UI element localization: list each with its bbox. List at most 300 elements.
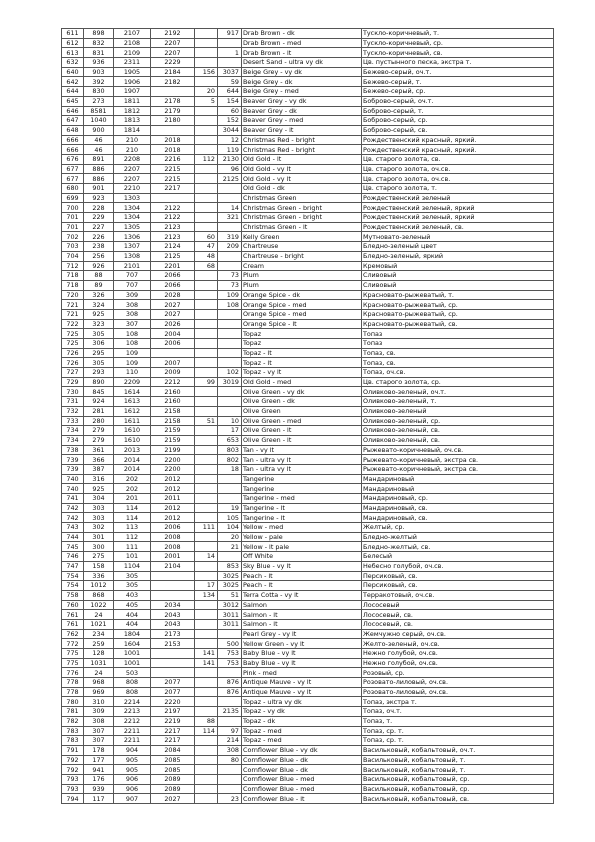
color-name-english-cell: Orange Spice - dk — [242, 290, 362, 300]
anchor-number-cell: 117 — [84, 794, 114, 804]
anchor-number-cell: 279 — [84, 426, 114, 436]
anchor-number-cell: 1012 — [84, 581, 114, 591]
anchor-number-cell: 301 — [84, 532, 114, 542]
table-row — [62, 503, 554, 513]
madeira-number-cell: 904 — [114, 745, 151, 755]
color-name-russian-cell: Бледно-зеленый цвет — [362, 242, 554, 252]
madeira-number-cell: 1104 — [114, 561, 151, 571]
madeira-number-cell: 114 — [114, 503, 151, 513]
gamma-number-cell: 2215 — [151, 164, 195, 174]
extra-number-cell: 108 — [218, 300, 242, 310]
table-row — [62, 125, 554, 135]
extra-number-cell: 653 — [218, 435, 242, 445]
madeira-number-cell: 1001 — [114, 649, 151, 659]
color-name-russian-cell: Красновато-рыжеватый, ср. — [362, 309, 554, 319]
color-name-russian-cell: Топаз, т. — [362, 716, 554, 726]
extra-number-cell — [218, 387, 242, 397]
anchor-number-cell: 1031 — [84, 658, 114, 668]
anchor-number-cell: 845 — [84, 387, 114, 397]
table-row — [62, 474, 554, 484]
anchor-number-cell: 941 — [84, 765, 114, 775]
extra-number-cell: 876 — [218, 678, 242, 688]
gamma-number-cell: 2180 — [151, 116, 195, 126]
color-name-english-cell: Cornflower Blue - dk — [242, 755, 362, 765]
extra-number-cell — [218, 38, 242, 48]
table-row — [62, 242, 554, 252]
other-number-cell — [195, 765, 218, 775]
extra-number-cell: 119 — [218, 145, 242, 155]
table-row — [62, 435, 554, 445]
dmc-number-cell: 781 — [62, 707, 84, 717]
dmc-number-cell: 676 — [62, 154, 84, 164]
extra-number-cell — [218, 339, 242, 349]
gamma-number-cell — [151, 348, 195, 358]
gamma-number-cell: 2027 — [151, 794, 195, 804]
table-row — [62, 184, 554, 194]
madeira-number-cell: 2101 — [114, 261, 151, 271]
extra-number-cell: 3025 — [218, 581, 242, 591]
dmc-number-cell: 718 — [62, 280, 84, 290]
other-number-cell — [195, 387, 218, 397]
anchor-number-cell: 886 — [84, 164, 114, 174]
anchor-number-cell: 387 — [84, 464, 114, 474]
extra-number-cell: 3011 — [218, 610, 242, 620]
gamma-number-cell: 2028 — [151, 290, 195, 300]
other-number-cell — [195, 135, 218, 145]
anchor-number-cell: 256 — [84, 251, 114, 261]
table-row — [62, 426, 554, 436]
gamma-number-cell — [151, 87, 195, 97]
anchor-number-cell: 88 — [84, 271, 114, 281]
madeira-number-cell: 202 — [114, 484, 151, 494]
other-number-cell — [195, 397, 218, 407]
other-number-cell: 5 — [195, 96, 218, 106]
anchor-number-cell: 158 — [84, 561, 114, 571]
table-row — [62, 678, 554, 688]
madeira-number-cell: 305 — [114, 571, 151, 581]
madeira-number-cell: 404 — [114, 619, 151, 629]
gamma-number-cell: 2104 — [151, 561, 195, 571]
extra-number-cell: 97 — [218, 726, 242, 736]
anchor-number-cell: 302 — [84, 523, 114, 533]
anchor-number-cell: 323 — [84, 319, 114, 329]
extra-number-cell: 3025 — [218, 571, 242, 581]
gamma-number-cell: 2066 — [151, 271, 195, 281]
anchor-number-cell: 8581 — [84, 106, 114, 116]
extra-number-cell: 109 — [218, 290, 242, 300]
anchor-number-cell: 128 — [84, 649, 114, 659]
gamma-number-cell: 2084 — [151, 745, 195, 755]
anchor-number-cell: 336 — [84, 571, 114, 581]
dmc-number-cell: 677 — [62, 164, 84, 174]
color-name-english-cell: Beige Grey - dk — [242, 77, 362, 87]
other-number-cell — [195, 319, 218, 329]
color-name-russian-cell: Лососевый, св. — [362, 619, 554, 629]
anchor-number-cell: 925 — [84, 309, 114, 319]
madeira-number-cell: 2211 — [114, 736, 151, 746]
color-name-english-cell: Tan - vy lt — [242, 445, 362, 455]
table-row — [62, 116, 554, 126]
table-row — [62, 416, 554, 426]
color-name-russian-cell: Розовый, ср. — [362, 668, 554, 678]
color-name-russian-cell: Топаз — [362, 329, 554, 339]
color-name-english-cell: Beige Grey - med — [242, 87, 362, 97]
gamma-number-cell: 2004 — [151, 329, 195, 339]
table-row — [62, 794, 554, 804]
other-number-cell — [195, 784, 218, 794]
gamma-number-cell: 2199 — [151, 445, 195, 455]
color-name-russian-cell: Персиковый, св. — [362, 571, 554, 581]
table-row — [62, 629, 554, 639]
other-number-cell — [195, 561, 218, 571]
other-number-cell — [195, 532, 218, 542]
extra-number-cell: 10 — [218, 416, 242, 426]
madeira-number-cell: 101 — [114, 552, 151, 562]
anchor-number-cell: 366 — [84, 455, 114, 465]
table-row — [62, 77, 554, 87]
extra-number-cell: 51 — [218, 590, 242, 600]
anchor-number-cell: 234 — [84, 629, 114, 639]
table-row — [62, 319, 554, 329]
extra-number-cell: 2125 — [218, 174, 242, 184]
dmc-number-cell: 754 — [62, 581, 84, 591]
color-name-russian-cell: Оливково-зеленый, оч.т. — [362, 387, 554, 397]
table-row — [62, 774, 554, 784]
dmc-number-cell: 793 — [62, 774, 84, 784]
other-number-cell — [195, 774, 218, 784]
other-number-cell — [195, 494, 218, 504]
extra-number-cell: 154 — [218, 96, 242, 106]
other-number-cell — [195, 707, 218, 717]
table-row — [62, 765, 554, 775]
color-name-russian-cell: Цв. старого золота, оч.св. — [362, 174, 554, 184]
madeira-number-cell: 1304 — [114, 213, 151, 223]
gamma-number-cell: 2009 — [151, 368, 195, 378]
anchor-number-cell: 886 — [84, 174, 114, 184]
anchor-number-cell: 46 — [84, 145, 114, 155]
dmc-number-cell: 613 — [62, 48, 84, 58]
other-number-cell — [195, 329, 218, 339]
color-name-russian-cell: Терракотовый, оч.св. — [362, 590, 554, 600]
anchor-number-cell: 259 — [84, 639, 114, 649]
color-name-english-cell: Yellow - pale — [242, 532, 362, 542]
gamma-number-cell — [151, 658, 195, 668]
gamma-number-cell: 2124 — [151, 242, 195, 252]
color-name-english-cell: Sky Blue - vy lt — [242, 561, 362, 571]
table-row — [62, 377, 554, 387]
madeira-number-cell: 2211 — [114, 726, 151, 736]
dmc-number-cell: 740 — [62, 484, 84, 494]
extra-number-cell — [218, 222, 242, 232]
gamma-number-cell: 2085 — [151, 765, 195, 775]
color-name-english-cell: Drab Brown - med — [242, 38, 362, 48]
madeira-number-cell: 405 — [114, 600, 151, 610]
madeira-number-cell: 114 — [114, 513, 151, 523]
table-row — [62, 203, 554, 213]
table-row — [62, 494, 554, 504]
gamma-number-cell: 2212 — [151, 377, 195, 387]
color-name-russian-cell: Оливково-зеленый, св. — [362, 426, 554, 436]
table-row — [62, 222, 554, 232]
color-name-russian-cell: Боброво-серый, ср. — [362, 116, 554, 126]
gamma-number-cell: 2184 — [151, 67, 195, 77]
color-name-english-cell: Topaz - vy lt — [242, 368, 362, 378]
other-number-cell — [195, 484, 218, 494]
extra-number-cell: 23 — [218, 794, 242, 804]
extra-number-cell: 802 — [218, 455, 242, 465]
anchor-number-cell: 900 — [84, 125, 114, 135]
gamma-number-cell: 2034 — [151, 600, 195, 610]
color-name-russian-cell: Красновато-рыжеватый, св. — [362, 319, 554, 329]
gamma-number-cell: 2200 — [151, 464, 195, 474]
color-name-english-cell: Tangerine - lt — [242, 503, 362, 513]
gamma-number-cell: 2207 — [151, 48, 195, 58]
dmc-number-cell: 721 — [62, 309, 84, 319]
anchor-number-cell: 1021 — [84, 619, 114, 629]
other-number-cell — [195, 755, 218, 765]
color-name-russian-cell: Мандариновый, ср. — [362, 494, 554, 504]
other-number-cell — [195, 678, 218, 688]
madeira-number-cell: 2207 — [114, 164, 151, 174]
madeira-number-cell: 1307 — [114, 242, 151, 252]
anchor-number-cell: 275 — [84, 552, 114, 562]
anchor-number-cell: 903 — [84, 67, 114, 77]
gamma-number-cell: 2012 — [151, 513, 195, 523]
color-name-english-cell: Cream — [242, 261, 362, 271]
extra-number-cell — [218, 765, 242, 775]
color-name-english-cell: Orange Spice - med — [242, 309, 362, 319]
color-name-english-cell: Old Gold - dk — [242, 184, 362, 194]
color-name-english-cell: Cornflower Blue - vy dk — [242, 745, 362, 755]
color-name-english-cell: Orange Spice - med — [242, 300, 362, 310]
dmc-number-cell: 746 — [62, 552, 84, 562]
gamma-number-cell: 2007 — [151, 358, 195, 368]
color-name-russian-cell: Топаз, св. — [362, 358, 554, 368]
other-number-cell: 88 — [195, 716, 218, 726]
dmc-number-cell: 677 — [62, 174, 84, 184]
madeira-number-cell: 1612 — [114, 406, 151, 416]
color-name-russian-cell: Мутновато-зеленый — [362, 232, 554, 242]
table-row — [62, 232, 554, 242]
table-row — [62, 600, 554, 610]
other-number-cell — [195, 571, 218, 581]
dmc-number-cell: 776 — [62, 668, 84, 678]
anchor-number-cell: 89 — [84, 280, 114, 290]
color-name-english-cell: Salmon - lt — [242, 619, 362, 629]
gamma-number-cell: 2217 — [151, 736, 195, 746]
madeira-number-cell: 808 — [114, 678, 151, 688]
other-number-cell — [195, 445, 218, 455]
color-name-russian-cell: Рождественский красный, яркий. — [362, 135, 554, 145]
color-name-english-cell: Topaz - med — [242, 736, 362, 746]
other-number-cell — [195, 280, 218, 290]
table-row — [62, 154, 554, 164]
color-name-english-cell: Old Gold - vy lt — [242, 174, 362, 184]
anchor-number-cell: 831 — [84, 48, 114, 58]
madeira-number-cell: 1610 — [114, 426, 151, 436]
other-number-cell — [195, 668, 218, 678]
anchor-number-cell: 300 — [84, 542, 114, 552]
other-number-cell: 51 — [195, 416, 218, 426]
table-row — [62, 329, 554, 339]
extra-number-cell: 2135 — [218, 707, 242, 717]
other-number-cell: 60 — [195, 232, 218, 242]
table-row — [62, 619, 554, 629]
madeira-number-cell: 1813 — [114, 116, 151, 126]
table-row — [62, 716, 554, 726]
extra-number-cell: 17 — [218, 426, 242, 436]
anchor-number-cell: 936 — [84, 58, 114, 68]
color-name-english-cell: Yellow - med — [242, 523, 362, 533]
anchor-number-cell: 227 — [84, 222, 114, 232]
extra-number-cell — [218, 552, 242, 562]
madeira-number-cell: 2207 — [114, 174, 151, 184]
color-name-english-cell: Christmas Green - bright — [242, 203, 362, 213]
extra-number-cell: 1 — [218, 48, 242, 58]
anchor-number-cell: 229 — [84, 213, 114, 223]
anchor-number-cell: 295 — [84, 348, 114, 358]
table-row — [62, 581, 554, 591]
anchor-number-cell: 305 — [84, 329, 114, 339]
madeira-number-cell: 1306 — [114, 232, 151, 242]
anchor-number-cell: 304 — [84, 494, 114, 504]
color-name-russian-cell: Боброво-серый, св. — [362, 125, 554, 135]
color-name-english-cell: Chartreuse - bright — [242, 251, 362, 261]
color-name-english-cell: Chartreuse — [242, 242, 362, 252]
gamma-number-cell: 2085 — [151, 755, 195, 765]
table-row — [62, 174, 554, 184]
gamma-number-cell: 2158 — [151, 406, 195, 416]
color-name-english-cell: Topaz - med — [242, 726, 362, 736]
color-name-russian-cell: Васильковый, кобальтовый, т. — [362, 755, 554, 765]
color-name-russian-cell: Рождественский красный, яркий. — [362, 145, 554, 155]
dmc-number-cell: 702 — [62, 232, 84, 242]
madeira-number-cell: 1611 — [114, 416, 151, 426]
color-name-english-cell: Christmas Red - bright — [242, 145, 362, 155]
dmc-number-cell: 738 — [62, 445, 84, 455]
table-row — [62, 755, 554, 765]
extra-number-cell: 21 — [218, 542, 242, 552]
table-row — [62, 542, 554, 552]
gamma-number-cell: 2012 — [151, 503, 195, 513]
color-name-english-cell: Terra Cotta - vy lt — [242, 590, 362, 600]
dmc-number-cell: 742 — [62, 503, 84, 513]
madeira-number-cell: 2107 — [114, 29, 151, 39]
madeira-number-cell: 309 — [114, 290, 151, 300]
extra-number-cell: 73 — [218, 271, 242, 281]
table-row — [62, 387, 554, 397]
other-number-cell: 134 — [195, 590, 218, 600]
gamma-number-cell: 2178 — [151, 96, 195, 106]
dmc-number-cell: 725 — [62, 339, 84, 349]
anchor-number-cell: 891 — [84, 154, 114, 164]
table-row — [62, 164, 554, 174]
color-name-english-cell: Yellow Green - vy lt — [242, 639, 362, 649]
gamma-number-cell: 2018 — [151, 135, 195, 145]
color-name-russian-cell: Васильковый, кобальтовый, т. — [362, 765, 554, 775]
table-row — [62, 368, 554, 378]
table-row — [62, 523, 554, 533]
other-number-cell — [195, 358, 218, 368]
color-name-russian-cell: Оливково-зеленый, ср. — [362, 416, 554, 426]
madeira-number-cell: 404 — [114, 610, 151, 620]
dmc-number-cell: 699 — [62, 193, 84, 203]
other-number-cell — [195, 290, 218, 300]
gamma-number-cell: 2123 — [151, 222, 195, 232]
dmc-number-cell: 761 — [62, 610, 84, 620]
madeira-number-cell: 307 — [114, 319, 151, 329]
extra-number-cell: 96 — [218, 164, 242, 174]
anchor-number-cell: 361 — [84, 445, 114, 455]
table-row — [62, 300, 554, 310]
gamma-number-cell: 2043 — [151, 610, 195, 620]
anchor-number-cell: 926 — [84, 261, 114, 271]
other-number-cell — [195, 745, 218, 755]
gamma-number-cell: 2217 — [151, 184, 195, 194]
extra-number-cell: 102 — [218, 368, 242, 378]
extra-number-cell — [218, 309, 242, 319]
color-name-russian-cell: Бежево-серый, т. — [362, 77, 554, 87]
gamma-number-cell: 2192 — [151, 29, 195, 39]
madeira-number-cell: 308 — [114, 300, 151, 310]
extra-number-cell: 59 — [218, 77, 242, 87]
anchor-number-cell: 177 — [84, 755, 114, 765]
dmc-number-cell: 726 — [62, 348, 84, 358]
color-name-russian-cell: Лососевый, св. — [362, 610, 554, 620]
dmc-number-cell: 772 — [62, 639, 84, 649]
madeira-number-cell: 113 — [114, 523, 151, 533]
dmc-number-cell: 744 — [62, 532, 84, 542]
madeira-number-cell: 906 — [114, 774, 151, 784]
anchor-number-cell: 324 — [84, 300, 114, 310]
other-number-cell: 156 — [195, 67, 218, 77]
extra-number-cell — [218, 358, 242, 368]
dmc-number-cell: 648 — [62, 125, 84, 135]
extra-number-cell: 500 — [218, 639, 242, 649]
extra-number-cell: 3019 — [218, 377, 242, 387]
anchor-number-cell: 273 — [84, 96, 114, 106]
gamma-number-cell — [151, 193, 195, 203]
madeira-number-cell: 1905 — [114, 67, 151, 77]
dmc-number-cell: 742 — [62, 513, 84, 523]
color-name-russian-cell: Нежно голубой, оч.св. — [362, 658, 554, 668]
gamma-number-cell: 2125 — [151, 251, 195, 261]
extra-number-cell: 2130 — [218, 154, 242, 164]
madeira-number-cell: 2109 — [114, 48, 151, 58]
table-row — [62, 193, 554, 203]
madeira-number-cell: 1614 — [114, 387, 151, 397]
color-name-english-cell: Cornflower Blue - dk — [242, 765, 362, 775]
color-name-russian-cell: Красновато-рыжеватый, ср. — [362, 300, 554, 310]
dmc-number-cell: 741 — [62, 494, 84, 504]
gamma-number-cell: 2006 — [151, 523, 195, 533]
dmc-number-cell: 640 — [62, 67, 84, 77]
extra-number-cell: 73 — [218, 280, 242, 290]
other-number-cell — [195, 174, 218, 184]
color-name-russian-cell: Бежево-серый, оч.т. — [362, 67, 554, 77]
table-row — [62, 532, 554, 542]
color-name-russian-cell: Мандариновый, св. — [362, 503, 554, 513]
color-name-english-cell: Baby Blue - vy lt — [242, 649, 362, 659]
color-name-english-cell: Salmon — [242, 600, 362, 610]
dmc-number-cell: 632 — [62, 58, 84, 68]
madeira-number-cell: 1610 — [114, 435, 151, 445]
madeira-number-cell: 2210 — [114, 184, 151, 194]
extra-number-cell — [218, 58, 242, 68]
anchor-number-cell: 830 — [84, 87, 114, 97]
gamma-number-cell: 2123 — [151, 232, 195, 242]
extra-number-cell — [218, 774, 242, 784]
